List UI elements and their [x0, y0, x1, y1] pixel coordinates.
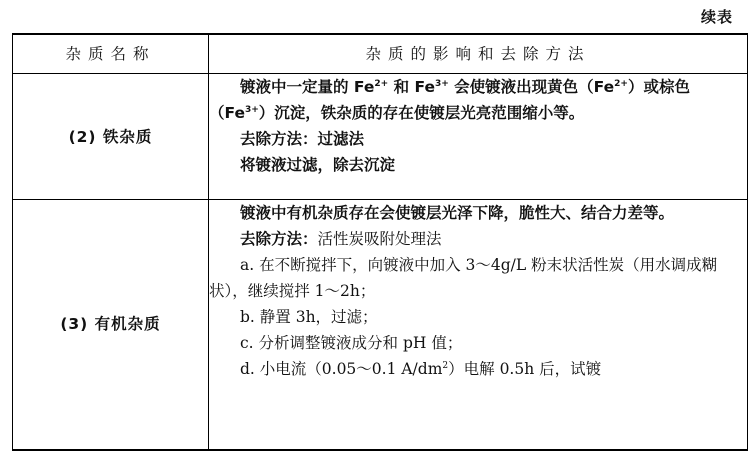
removal-step: 将镀液过滤，除去沉淀	[240, 156, 396, 174]
removal-method-value: 过滤法	[317, 130, 365, 148]
removal-method-value: 活性炭吸附处理法	[317, 230, 442, 248]
removal-method	[209, 126, 747, 152]
impurity-description	[209, 200, 748, 450]
removal-step-b: b. 静置 3h，过滤；	[240, 308, 378, 326]
table-row	[13, 200, 748, 450]
impurity-table	[12, 33, 748, 451]
table-row	[13, 74, 748, 200]
column-header-name: 杂质名称	[13, 34, 209, 74]
removal-step-c: c. 分析调整镀液成分和 pH 值；	[240, 334, 463, 352]
removal-step-a: a. 在不断搅拌下，向镀液中加入 3～4g/L 粉末状活性炭（用水调成糊状），继续搅拌 1～2h；	[209, 256, 718, 300]
impurity-name: (2) 铁杂质	[13, 74, 209, 200]
effect-text: 镀液中有机杂质存在会使镀层光泽下降，脆性大、结合力差等。	[240, 204, 675, 222]
impurity-name: (3) 有机杂质	[13, 200, 209, 450]
removal-method-label: 去除方法：	[240, 130, 318, 148]
table-header-row	[13, 34, 748, 74]
continued-label: 续表	[700, 8, 733, 26]
removal-step-d: d. 小电流（0.05～0.1 $A/dm^2$）电解 0.5h 后，试镀	[240, 360, 602, 378]
column-header-effect: 杂质的影响和去除方法	[209, 34, 748, 74]
removal-method-label: 去除方法：	[240, 230, 318, 248]
removal-method	[209, 226, 747, 252]
effect-text: 镀液中一定量的 $Fe^{2+}$ 和 $Fe^{3+}$ 会使镀液出现黄色$(Fe^{2+})$或棕色$(Fe^{3+})$沉淀，铁杂质的存在使镀层光亮范围缩小等。	[209, 78, 690, 122]
impurity-description	[209, 74, 748, 200]
